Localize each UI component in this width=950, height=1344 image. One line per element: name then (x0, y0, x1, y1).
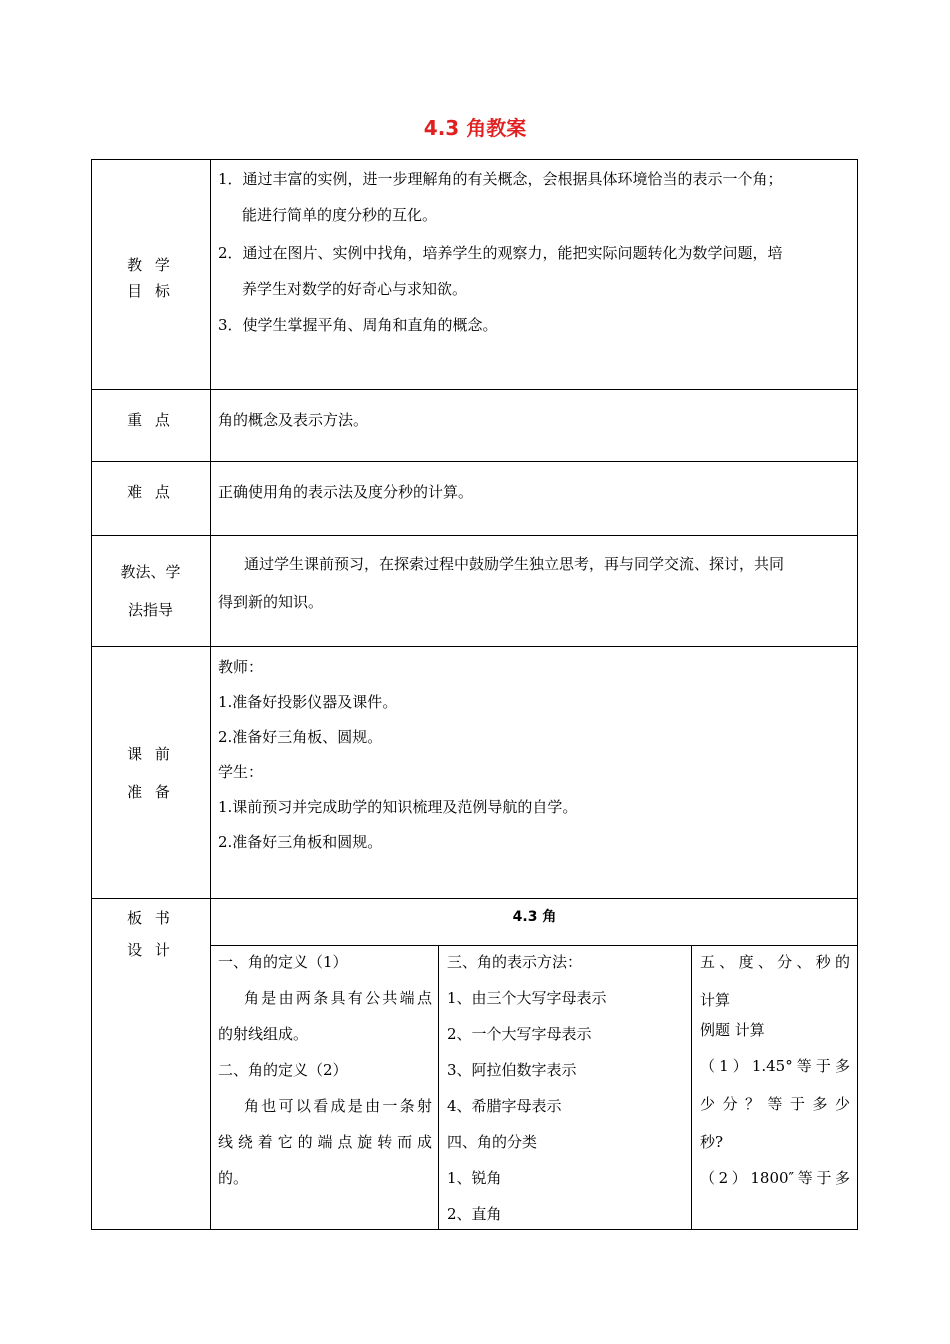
board-column-calculation (700, 950, 850, 1202)
item-number: 2． (218, 244, 243, 262)
difficulties-label: 难 点 (127, 483, 174, 501)
board-line: 4、希腊字母表示 (447, 1097, 562, 1115)
board-line: 1、锐角 (447, 1169, 502, 1187)
board-label (91, 902, 210, 966)
item-text: 使学生掌握平角、周角和直角的概念。 (242, 316, 498, 334)
item-number: 1． (218, 170, 243, 188)
methods-line: 通过学生课前预习，在探索过程中鼓励学生独立思考，再与同学交流、探讨，共同 (244, 555, 785, 573)
difficulties-text: 正确使用角的表示法及度分秒的计算。 (218, 483, 474, 501)
preparation-label (91, 735, 210, 811)
board-line: （2）1800″等于多 (700, 1169, 850, 1187)
document-title: 4.3 角教案 (423, 116, 527, 140)
board-line: 例题 计算 (700, 1021, 765, 1039)
label-line: 准 备 (127, 783, 174, 801)
methods-label (91, 553, 210, 629)
label-line: 课 前 (127, 745, 174, 763)
methods-content (218, 551, 850, 615)
objectives-label (91, 252, 210, 304)
label-line: 法指导 (127, 601, 173, 619)
board-line: 的射线组成。 (218, 1025, 309, 1043)
board-line: 四、角的分类 (447, 1133, 538, 1151)
table-divider (210, 945, 858, 946)
label-line: 教 学 (127, 256, 174, 274)
item-text: 能进行简单的度分秒的互化。 (242, 206, 438, 224)
methods-line: 得到新的知识。 (218, 593, 324, 611)
board-line: 2、一个大写字母表示 (447, 1025, 592, 1043)
preparation-line: 2.准备好三角板和圆规。 (218, 833, 383, 851)
table-divider (91, 389, 858, 390)
objective-item (218, 240, 850, 266)
board-line: 秒? (700, 1133, 724, 1151)
preparation-line: 1.准备好投影仪器及课件。 (218, 693, 398, 711)
table-divider (91, 898, 858, 899)
table-divider (210, 159, 211, 1230)
board-line: 线绕着它的端点旋转而成 (218, 1133, 432, 1151)
objective-item (218, 312, 850, 338)
table-divider (438, 945, 439, 1230)
board-heading: 4.3 角 (512, 909, 557, 925)
board-line: 五、度、分、秒的 (700, 953, 850, 971)
table-divider (91, 461, 858, 462)
board-column-notation (447, 950, 685, 1238)
item-text: 通过丰富的实例，进一步理解角的有关概念，会根据具体环境恰当的表示一个角； (242, 170, 783, 188)
board-line: 角是由两条具有公共端点 (244, 989, 432, 1007)
table-divider (91, 535, 858, 536)
item-text: 养学生对数学的好奇心与求知欲。 (242, 280, 468, 298)
table-divider (91, 646, 858, 647)
table-divider (691, 945, 692, 1230)
board-line: 1、由三个大写字母表示 (447, 989, 607, 1007)
label-line: 板 书 (127, 909, 174, 927)
item-number: 3． (218, 316, 243, 334)
label-line: 教法、学 (120, 563, 181, 581)
label-line: 目 标 (127, 282, 174, 300)
board-line: 角也可以看成是由一条射 (244, 1097, 432, 1115)
board-line: 一、角的定义（1） (218, 953, 348, 971)
preparation-line: 学生： (218, 763, 264, 781)
board-column-definitions (218, 950, 432, 1202)
item-text: 通过在图片、实例中找角，培养学生的观察力，能把实际问题转化为数学问题，培 (242, 244, 783, 262)
preparation-line: 1.课前预习并完成助学的知识梳理及范例导航的自学。 (218, 798, 578, 816)
key-points-text: 角的概念及表示方法。 (218, 411, 369, 429)
board-line: 三、角的表示方法： (447, 953, 583, 971)
board-line: 少分？等于多少 (700, 1095, 850, 1113)
preparation-line: 2.准备好三角板、圆规。 (218, 728, 383, 746)
objective-item (218, 166, 850, 192)
board-line: 二、角的定义（2） (218, 1061, 348, 1079)
preparation-content (218, 652, 850, 862)
board-line: 计算 (700, 991, 731, 1009)
key-points-label: 重 点 (127, 411, 174, 429)
label-line: 设 计 (127, 941, 174, 959)
board-line: （1）1.45°等于多 (700, 1057, 850, 1075)
board-line: 的。 (218, 1169, 249, 1187)
preparation-line: 教师： (218, 658, 264, 676)
objectives-content (218, 166, 850, 338)
board-line: 2、直角 (447, 1205, 502, 1223)
board-line: 3、阿拉伯数字表示 (447, 1061, 577, 1079)
